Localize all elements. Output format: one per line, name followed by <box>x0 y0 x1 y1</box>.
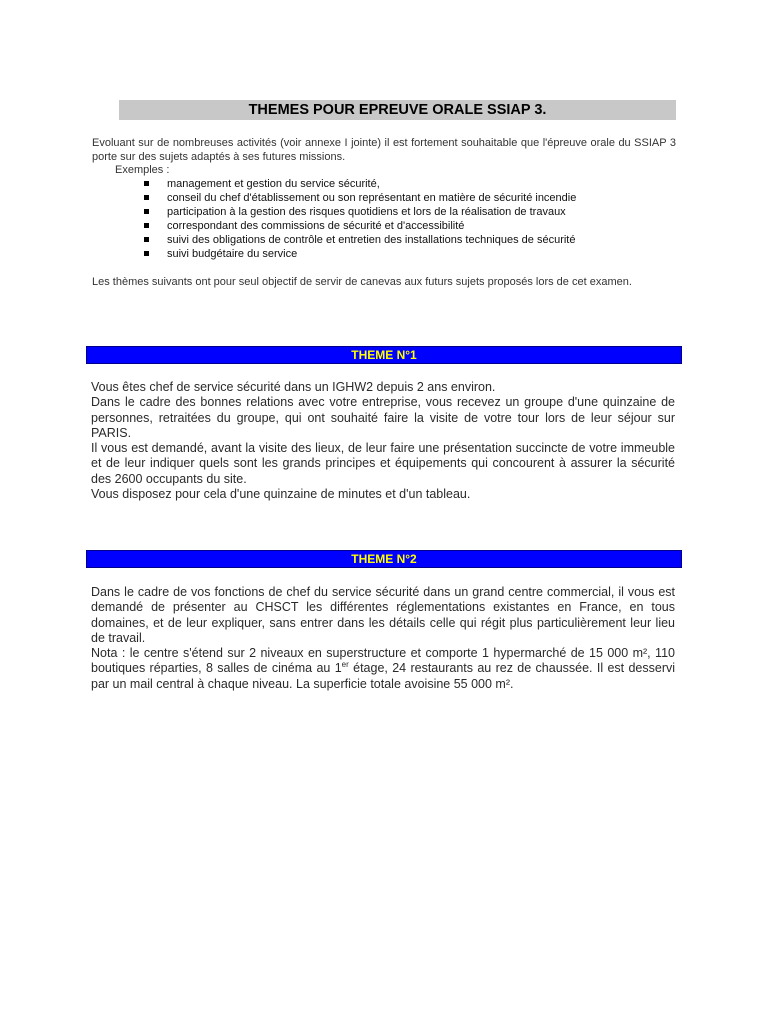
list-item <box>143 247 683 261</box>
list-item-text: correspondant des commissions de sécurité et d'accessibilité <box>167 220 465 232</box>
theme-2-nota-paragraph <box>91 646 675 692</box>
bullet-square-icon <box>144 223 149 228</box>
examples-list <box>143 177 683 261</box>
nota-text-end: étage, 24 restaurants au rez de chaussée. Il est desservi par un mail central à chaque niveau. La superficie totale avoisine 55 000 m². <box>91 661 676 691</box>
bullet-square-icon <box>144 251 149 256</box>
theme-1-body <box>91 380 675 502</box>
nota-text-start: Nota : le centre s'étend sur 2 niveaux en superstructure et comporte 1 hypermarché de 15 000 m², 110 boutiques réparties, 8 salles de cinéma au 1 <box>91 646 675 676</box>
bullet-square-icon <box>144 195 149 200</box>
list-item-text: suivi des obligations de contrôle et entretien des installations techniques de sécurité <box>167 234 576 246</box>
bullet-square-icon <box>144 181 149 186</box>
theme-1-paragraph: Dans le cadre des bonnes relations avec votre entreprise, vous recevez un groupe d'une quinzaine de personnes, retraitées du groupe, qui ont souhaité faire la visite de votre tour lors de leur séjour sur PARIS. <box>91 395 675 440</box>
theme-1-heading: THEME N°1 <box>86 346 682 364</box>
page-title: THEMES POUR EPREUVE ORALE SSIAP 3. <box>119 100 676 120</box>
list-item <box>143 205 683 219</box>
bullet-square-icon <box>144 237 149 242</box>
list-item-text: management et gestion du service sécurité, <box>167 178 380 190</box>
intro-paragraph: Evoluant sur de nombreuses activités (voir annexe I jointe) il est fortement souhaitable que l'épreuve orale du SSIAP 3 porte sur des sujets adaptés à ses futures missions. <box>92 137 676 163</box>
theme-2-heading: THEME N°2 <box>86 550 682 568</box>
theme-1-paragraph: Vous êtes chef de service sécurité dans un IGHW2 depuis 2 ans environ. <box>91 380 496 394</box>
list-item <box>143 191 683 205</box>
outro-paragraph: Les thèmes suivants ont pour seul objectif de servir de canevas aux futurs sujets proposés lors de cet examen. <box>92 276 632 288</box>
list-item-text: suivi budgétaire du service <box>167 248 298 260</box>
theme-1-paragraph: Il vous est demandé, avant la visite des lieux, de leur faire une présentation succincte de votre immeuble et de leur indiquer quels sont les grands principes et équipements qui concourent à assurer la sécurité des 2600 occupants du site. <box>91 441 675 486</box>
theme-2-body <box>91 585 675 692</box>
theme-2-paragraph: Dans le cadre de vos fonctions de chef du service sécurité dans un grand centre commercial, il vous est demandé de présenter au CHSCT les différentes réglementations existantes en France, en tous domaines, et de leur expliquer, sans entrer dans les détails celle qui régit plus particulièrement leur lieu de travail. <box>91 585 675 645</box>
nota-superscript: er <box>341 660 349 670</box>
examples-label: Exemples : <box>115 164 170 176</box>
list-item-text: participation à la gestion des risques quotidiens et lors de la réalisation de travaux <box>167 206 566 218</box>
list-item <box>143 233 683 247</box>
list-item <box>143 177 683 191</box>
theme-1-paragraph: Vous disposez pour cela d'une quinzaine de minutes et d'un tableau. <box>91 487 471 502</box>
bullet-square-icon <box>144 209 149 214</box>
list-item <box>143 219 683 233</box>
list-item-text: conseil du chef d'établissement ou son représentant en matière de sécurité incendie <box>167 192 577 204</box>
